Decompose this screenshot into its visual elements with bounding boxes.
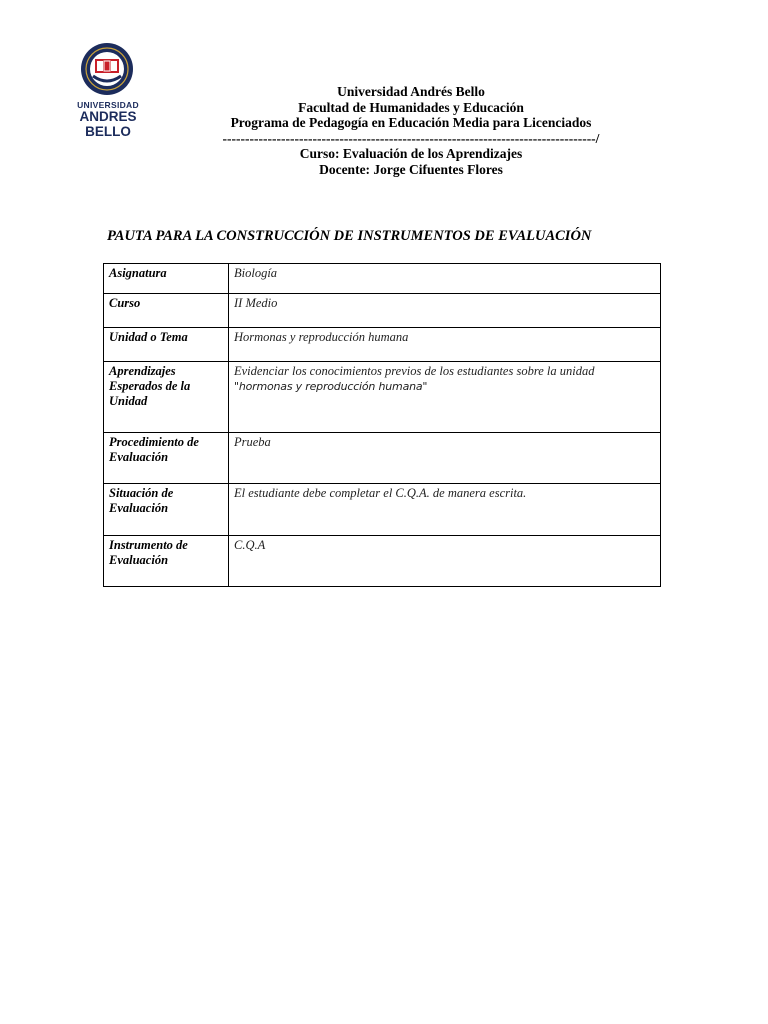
- table-row: [104, 328, 661, 362]
- university-name: Universidad Andrés Bello: [337, 84, 485, 99]
- logo-text-universidad: UNIVERSIDAD: [77, 100, 139, 110]
- table-row: [104, 484, 661, 536]
- evaluation-table: [103, 263, 661, 587]
- row-label: Procedimiento de Evaluación: [104, 433, 229, 484]
- table-row: [104, 433, 661, 484]
- course-name: Curso: Evaluación de los Aprendizajes: [299, 146, 523, 161]
- row-value: El estudiante debe completar el C.Q.A. de manera escrita.: [229, 484, 661, 536]
- table-row: [104, 264, 661, 294]
- university-logo: [58, 42, 158, 139]
- program-name: Programa de Pedagogía en Educación Media para Licenciados: [230, 115, 592, 130]
- teacher-name: Docente: Jorge Cifuentes Flores: [319, 161, 503, 177]
- row-label: Unidad o Tema: [104, 328, 229, 362]
- table-row: [104, 536, 661, 587]
- row-label: Aprendizajes Esperados de la Unidad: [104, 362, 229, 433]
- table-row: [104, 294, 661, 328]
- logo-text-andres-bello: ANDRES BELLO: [79, 109, 137, 139]
- row-value: Biología: [229, 264, 661, 294]
- header-separator: -----------------------------------------------------------------------------------/: [222, 130, 600, 146]
- row-value: II Medio: [229, 294, 661, 328]
- university-seal-icon: [80, 42, 134, 96]
- faculty-name: Facultad de Humanidades y Educación: [298, 99, 524, 115]
- row-value: Hormonas y reproducción humana: [229, 328, 661, 362]
- row-label: Instrumento de Evaluación: [104, 536, 229, 587]
- row-label: Asignatura: [104, 264, 229, 294]
- table-row: [104, 362, 661, 433]
- row-value: Prueba: [229, 433, 661, 484]
- document-header: [200, 84, 622, 177]
- row-value-line-2: "hormonas y reproducción humana": [234, 380, 428, 393]
- row-value-line-1: Evidenciar los conocimientos previos de los estudiantes sobre la unidad: [234, 364, 595, 378]
- row-label: Curso: [104, 294, 229, 328]
- row-value: [229, 362, 661, 433]
- row-value: C.Q.A: [229, 536, 661, 587]
- page-title: PAUTA PARA LA CONSTRUCCIÓN DE INSTRUMENTOS DE EVALUACIÓN: [107, 228, 592, 244]
- row-label: Situación de Evaluación: [104, 484, 229, 536]
